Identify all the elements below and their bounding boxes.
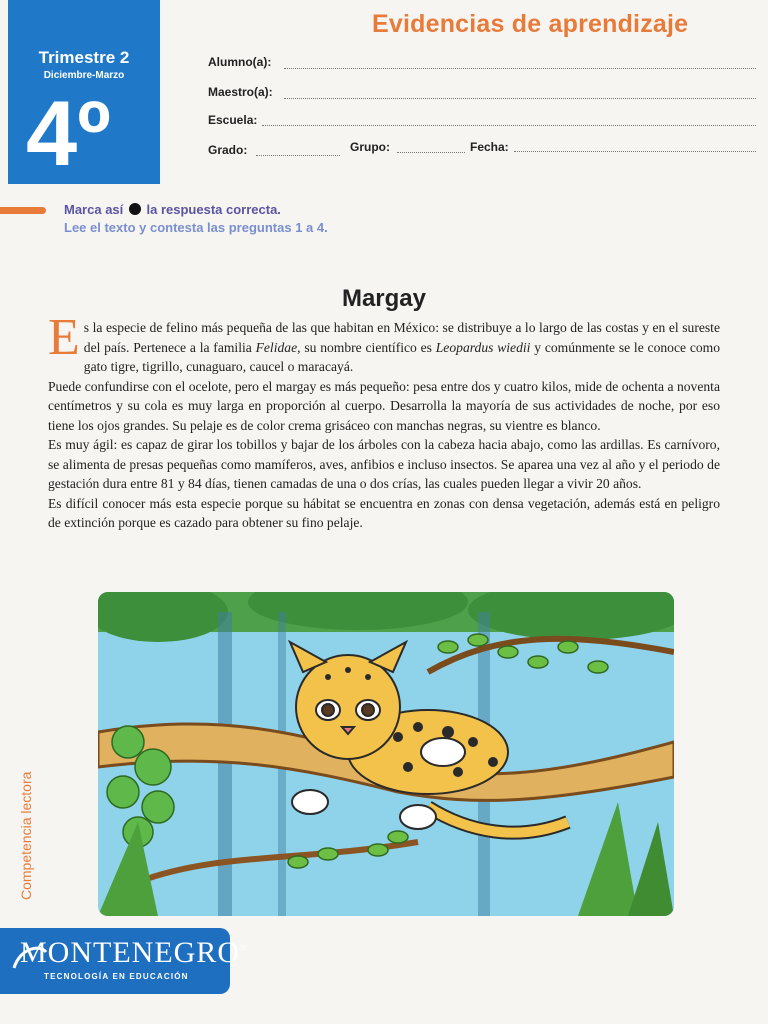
- p1-text-b: , su nombre científico es: [297, 339, 436, 355]
- instruction-bar: [0, 207, 46, 214]
- teacher-label: Maestro(a):: [208, 85, 273, 99]
- family-name: Felidae: [255, 339, 298, 355]
- date-field[interactable]: [514, 151, 756, 152]
- side-section-label: Competencia lectora: [18, 771, 34, 900]
- instruction-mark: [64, 202, 281, 217]
- scientific-name: Leopardus wiedii: [435, 339, 531, 355]
- p1-text-c: y comúnmente se le conoce como gato tigre, tigrillo, cunaguaro, caucel o maracayá.: [83, 339, 721, 374]
- publisher-logo: [0, 928, 249, 994]
- grade-field[interactable]: [256, 155, 340, 156]
- date-label: Fecha:: [470, 140, 509, 154]
- registered-mark: ®: [240, 943, 249, 954]
- student-label: Alumno(a):: [208, 55, 272, 69]
- term-label: Trimestre 2: [38, 48, 130, 67]
- school-field[interactable]: [262, 125, 756, 126]
- filled-circle-icon: [129, 203, 141, 215]
- paragraph-1: [48, 309, 721, 377]
- school-label: Escuela:: [208, 113, 258, 127]
- publisher-name: [20, 936, 249, 970]
- paragraph-4: Es difícil conocer más esta especie porque su hábitat se encuentra en zonas con densa vegetación, además está en peligro de extinción porque es cazado para obtener su fino pelaje.: [48, 495, 720, 530]
- term-badge: [8, 0, 160, 184]
- group-label: Grupo:: [350, 140, 390, 154]
- instruction-mark-before: Marca así: [64, 202, 124, 217]
- instruction-read: Lee el texto y contesta las preguntas 1 a 4.: [64, 220, 328, 235]
- margay-illustration: [98, 592, 674, 916]
- jungle-scene-icon: [98, 592, 674, 916]
- term-months: Diciembre-Marzo: [43, 70, 125, 81]
- article-title: Margay: [341, 285, 427, 312]
- grade-label: Grado:: [208, 143, 248, 157]
- grade-number: 4º: [26, 83, 111, 185]
- instruction-mark-after: la respuesta correcta.: [146, 202, 281, 217]
- paragraph-3: Es muy ágil: es capaz de girar los tobillos y bajar de los árboles con la cabeza hacia abajo, como las ardillas. Es carnívoro, se alimenta de presas pequeñas como mamíferos, aves, anfibios e incluso insectos. Se aparea una vez al año y el periodo de gestación dura entre 81 y 84 días, tienen camadas de una o dos crías, las cuales pueden llegar a vivir 20 años.: [48, 437, 720, 491]
- publisher-tagline: TECNOLOGÍA EN EDUCACIÓN: [44, 972, 189, 981]
- student-field[interactable]: [284, 68, 756, 69]
- group-field[interactable]: [397, 152, 465, 153]
- publisher-name-text: MONTENEGRO: [20, 936, 240, 969]
- p1-text-a: s la especie de felino más pequeña de las que habitan en México: se distribuye a lo largo de las costas y en el sureste del país. Pertenece a la familia: [83, 320, 720, 355]
- paragraph-2: Puede confundirse con el ocelote, pero el margay es más pequeño: pesa entre dos y cuatro kilos, mide de ochenta a noventa centímetros y su cola es muy larga en proporción al cuerpo. Desarrolla la mayoría de sus actividades de noche, por eso tiene los ojos grandes. Su pelaje es de color crema grisáceo con manchas negras, su vientre es blanco.: [48, 378, 720, 433]
- page-title: Evidencias de aprendizaje: [372, 10, 689, 38]
- drop-cap: E: [48, 309, 80, 366]
- article-body: [48, 309, 721, 533]
- teacher-field[interactable]: [284, 98, 756, 99]
